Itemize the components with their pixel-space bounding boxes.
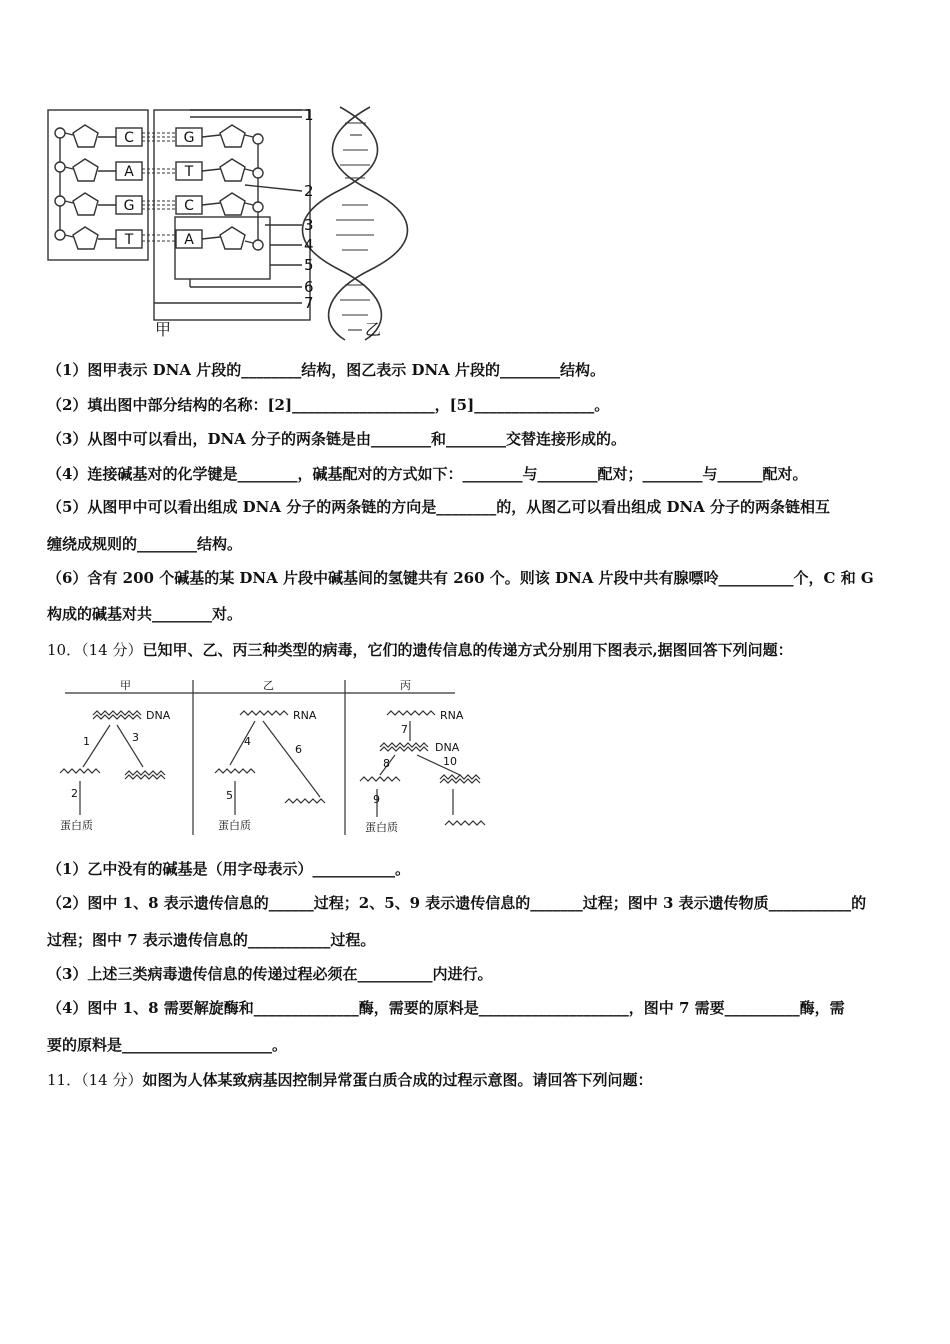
label-3: 3 (304, 216, 314, 234)
label-1: 1 (304, 106, 314, 124)
header-jia: 甲 (120, 679, 131, 692)
arrow-number-4: 4 (244, 735, 251, 748)
label-2: 2 (304, 182, 314, 200)
virus-transfer-figure (55, 675, 515, 840)
header-yi: 乙 (263, 679, 274, 692)
label-dna-jia: DNA (146, 709, 171, 722)
q10-stem: 已知甲、乙、丙三种类型的病毒，它们的遗传信息的传递方式分别用下图表示,据图回答下列问题： (142, 641, 793, 659)
q10-part4a: （4）图中 1、8 需要解旋酶和______________酶，需要的原料是____________________，图中 7 需要__________酶，需 (47, 999, 845, 1017)
protein-bing: 蛋白质 (365, 821, 398, 834)
q9-part5b: 缠绕成规则的________结构。 (47, 535, 243, 553)
label-6: 6 (304, 278, 314, 296)
q10-number: 10．（14 分） (47, 641, 143, 659)
label-rna-yi: RNA (293, 709, 317, 722)
base-right-3: C (184, 198, 194, 214)
arrow-number-3: 3 (132, 731, 139, 744)
arrow-number-6: 6 (295, 743, 302, 756)
q10-part4b: 要的原料是____________________。 (47, 1036, 288, 1054)
q10-part2b: 过程；图中 7 表示遗传信息的___________过程。 (47, 931, 376, 949)
label-4: 4 (304, 236, 314, 254)
arrow-number-9: 9 (373, 793, 380, 806)
caption-yi: 乙 (365, 320, 382, 339)
dna-structure-figure (40, 95, 440, 345)
base-left-3: G (123, 198, 135, 214)
label-rna-bing: RNA (440, 709, 464, 722)
header-bing: 丙 (400, 679, 411, 692)
label-7: 7 (304, 294, 314, 312)
q9-part1: （1）图甲表示 DNA 片段的________结构，图乙表示 DNA 片段的________结构。 (47, 361, 606, 379)
q9-part5a: （5）从图甲中可以看出组成 DNA 分子的两条链的方向是________的，从图乙可以看出组成 DNA 分子的两条链相互 (47, 498, 831, 516)
q11-stem: 如图为人体某致病基因控制异常蛋白质合成的过程示意图。请回答下列问题： (142, 1071, 653, 1089)
base-left-2: A (124, 164, 134, 180)
label-dna-bing: DNA (435, 741, 460, 754)
q9-part4: （4）连接碱基对的化学键是________，碱基配对的方式如下：________与________配对；________与______配对。 (47, 465, 808, 483)
arrow-number-2: 2 (71, 787, 78, 800)
base-left-1: C (124, 130, 134, 146)
protein-jia: 蛋白质 (60, 819, 93, 832)
label-5: 5 (304, 256, 314, 274)
q10-part3: （3）上述三类病毒遗传信息的传递过程必须在__________内进行。 (47, 965, 493, 983)
q11-header (47, 1070, 652, 1090)
arrow-number-1: 1 (83, 735, 90, 748)
arrow-number-5: 5 (226, 789, 233, 802)
q11-number: 11．（14 分） (47, 1071, 143, 1089)
arrow-number-8: 8 (383, 757, 390, 770)
q10-part2a: （2）图中 1、8 表示遗传信息的______过程；2、5、9 表示遗传信息的_______过程；图中 3 表示遗传物质___________的 (47, 894, 867, 912)
arrow-number-7: 7 (401, 723, 408, 736)
protein-yi: 蛋白质 (218, 819, 251, 832)
q9-part2: （2）填出图中部分结构的名称：[2]___________________，[5]________________。 (47, 396, 610, 414)
base-right-2: T (184, 164, 194, 180)
q10-header (47, 640, 793, 660)
arrow-number-10: 10 (443, 755, 457, 768)
caption-jia: 甲 (155, 320, 172, 339)
q9-part6a: （6）含有 200 个碱基的某 DNA 片段中碱基间的氢键共有 260 个。则该 DNA 片段中共有腺嘌呤__________个，C 和 G (47, 569, 874, 587)
base-left-4: T (124, 232, 134, 248)
base-right-1: G (183, 130, 195, 146)
q9-part6b: 构成的碱基对共________对。 (47, 605, 243, 623)
q9-part3: （3）从图中可以看出，DNA 分子的两条链是由________和________交替连接形成的。 (47, 430, 627, 448)
q10-part1: （1）乙中没有的碱基是（用字母表示）___________。 (47, 860, 410, 878)
base-right-4: A (184, 232, 194, 248)
